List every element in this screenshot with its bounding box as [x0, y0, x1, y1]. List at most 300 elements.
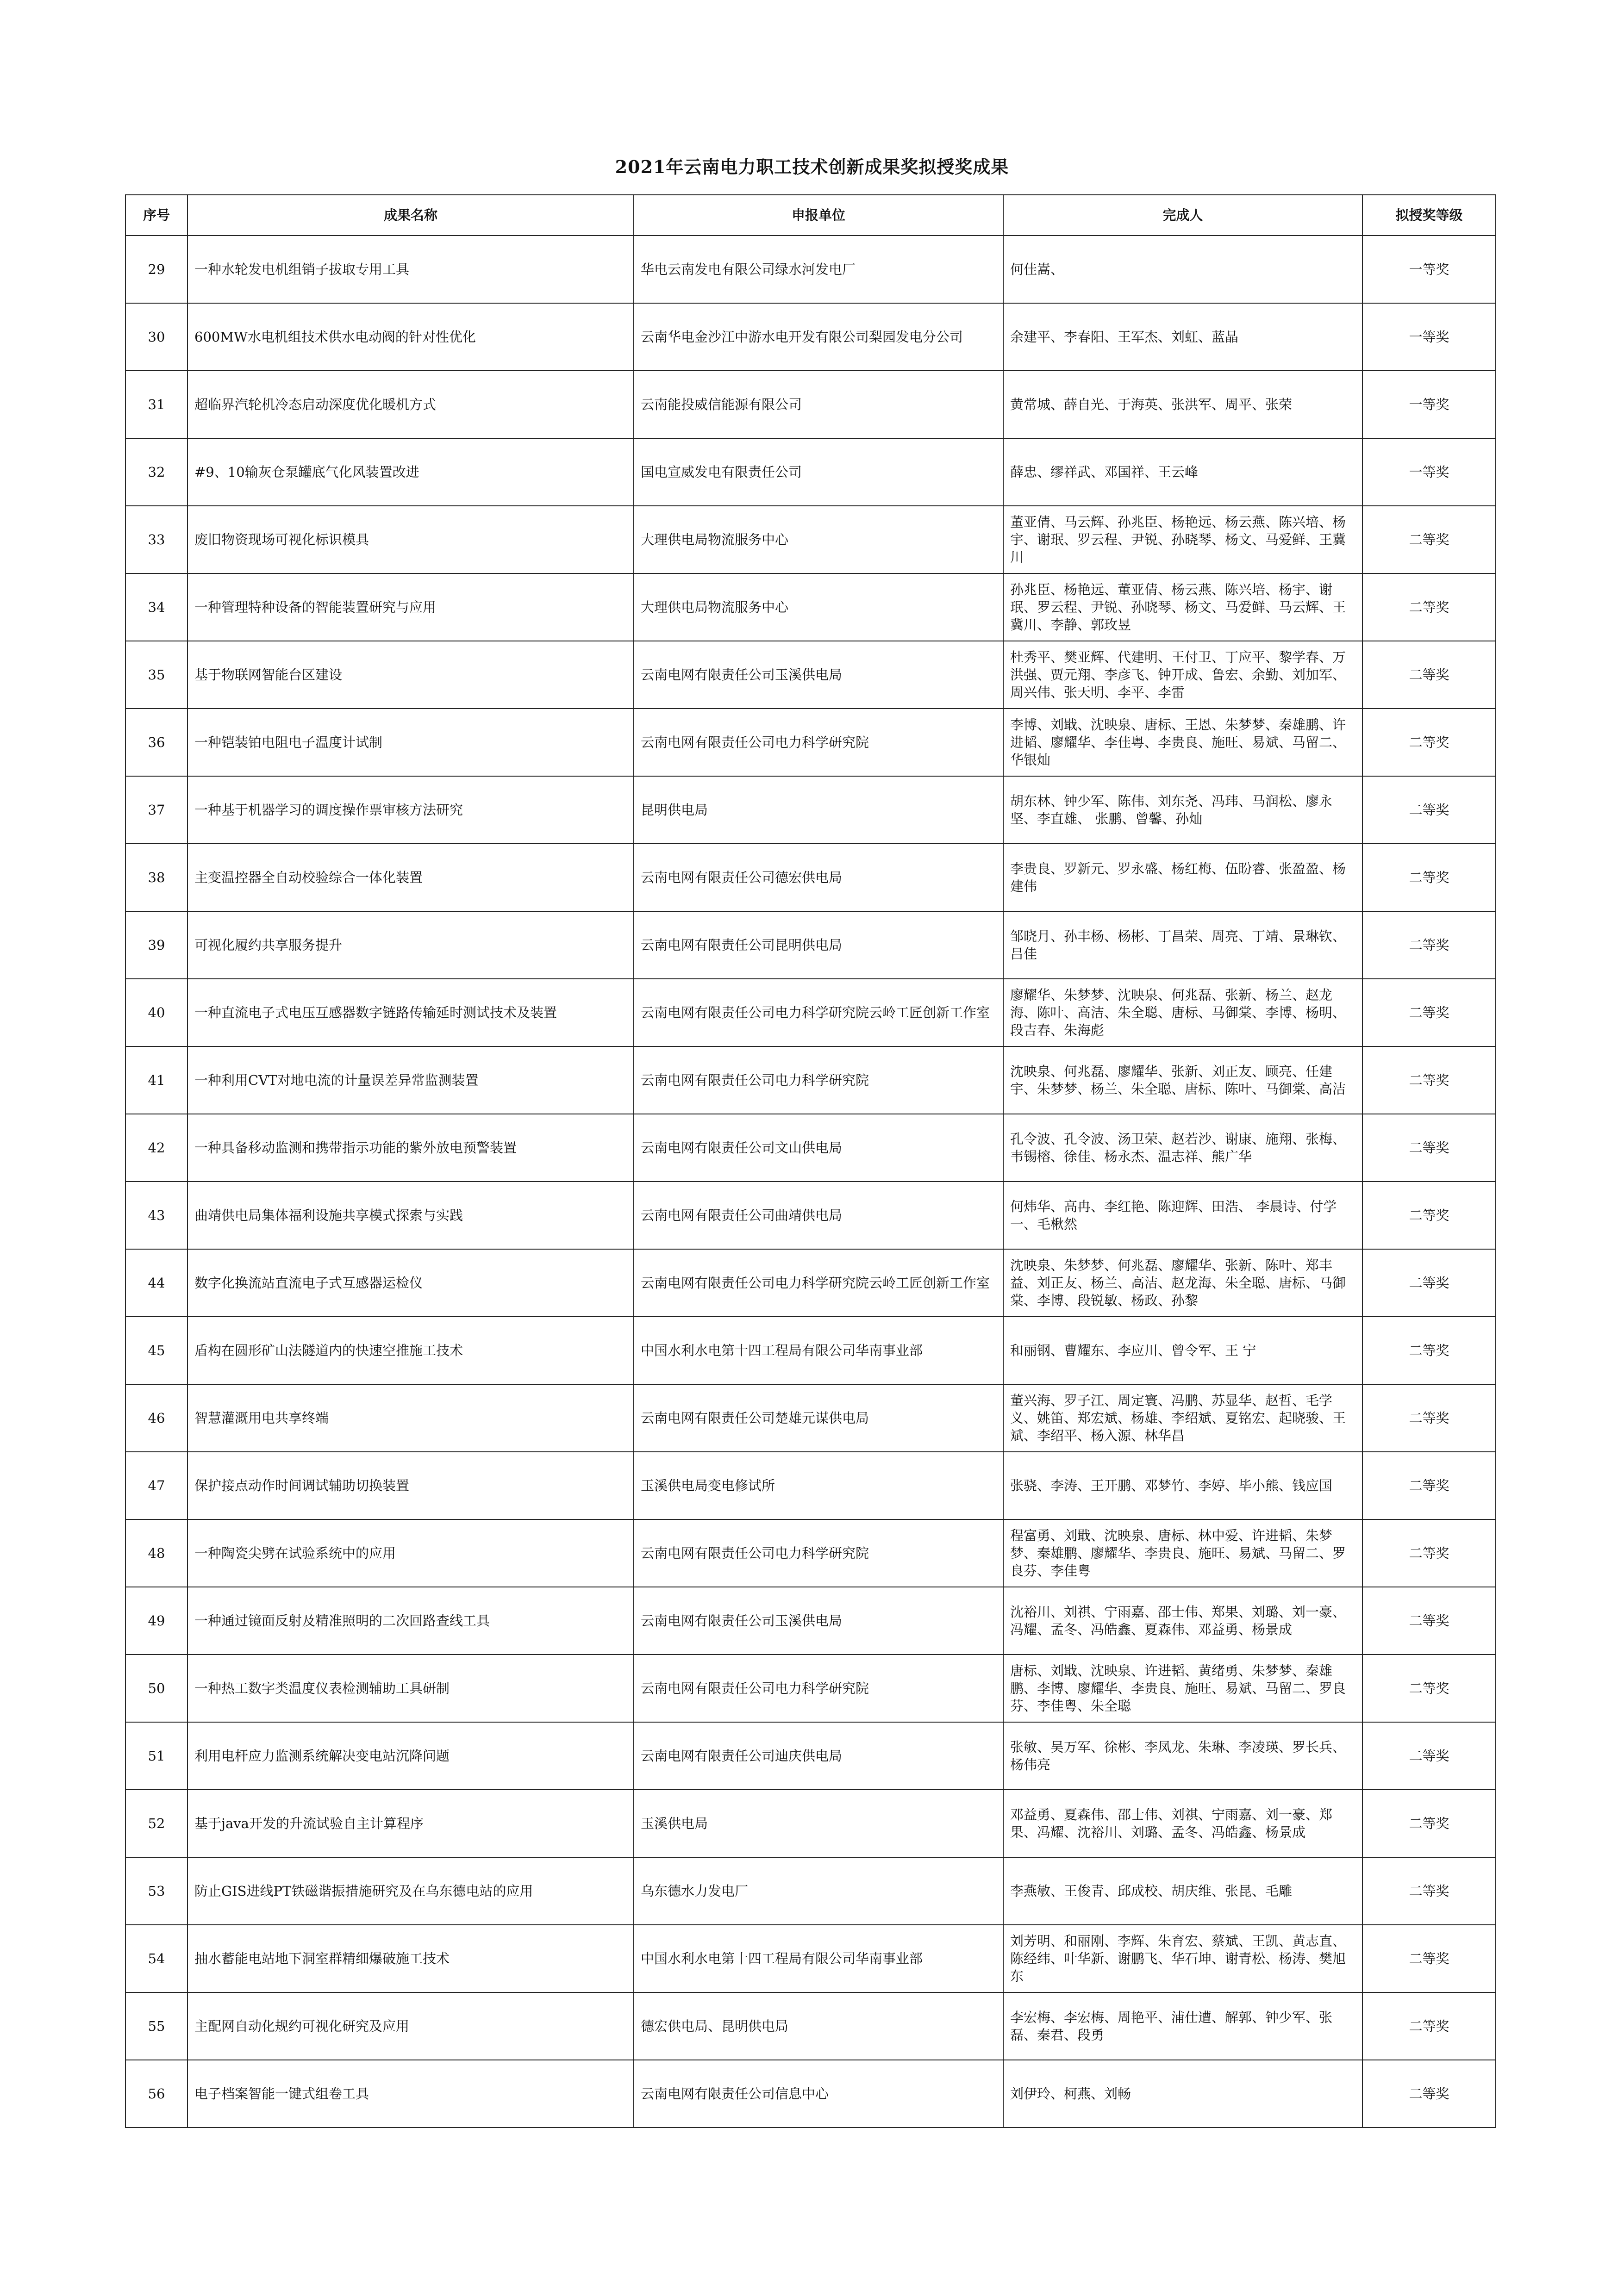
cell-unit — [634, 1046, 1003, 1114]
cell-seq — [125, 1046, 187, 1114]
cell-name — [187, 1452, 634, 1519]
cell-name — [187, 1925, 634, 1992]
cell-level — [1362, 1722, 1496, 1790]
cell-unit — [634, 1857, 1003, 1925]
cell-name-text: 电子档案智能一键式组卷工具 — [194, 2086, 369, 2102]
cell-name-text: 一种通过镜面反射及精准照明的二次回路查线工具 — [194, 1613, 490, 1629]
cell-level-text: 二等奖 — [1409, 1816, 1449, 1831]
cell-people — [1003, 1384, 1362, 1452]
cell-people-text: 李博、刘戢、沈映泉、唐标、王恩、朱梦梦、秦雄鹏、许进韬、廖耀华、李佳粤、李贵良、施旺、易斌、马留二、华银灿 — [1010, 717, 1346, 768]
cell-level — [1362, 709, 1496, 776]
cell-seq — [125, 1790, 187, 1857]
cell-unit-text: 云南电网有限责任公司电力科学研究院 — [641, 1680, 869, 1696]
cell-name — [187, 1182, 634, 1249]
header-level: 拟授奖等级 — [1362, 195, 1496, 236]
cell-level-text: 二等奖 — [1409, 1680, 1449, 1696]
cell-seq-text: 34 — [148, 599, 165, 615]
cell-people-text: 唐标、刘戢、沈映泉、许进韬、黄绪勇、朱梦梦、秦雄鹏、李博、廖耀华、李贵良、施旺、易斌、马留二、罗良芬、李佳粤、朱全聪 — [1010, 1663, 1346, 1714]
table-row — [125, 236, 1496, 303]
cell-unit — [634, 1790, 1003, 1857]
cell-level-text: 二等奖 — [1409, 1343, 1449, 1358]
cell-seq-text: 32 — [148, 464, 165, 480]
cell-level-text: 二等奖 — [1409, 1545, 1449, 1561]
cell-name-text: 废旧物资现场可视化标识模具 — [194, 532, 369, 548]
cell-people-text: 张敏、吴万军、徐彬、李凤龙、朱琳、李凌瑛、罗长兵、杨伟亮 — [1010, 1739, 1346, 1773]
cell-people — [1003, 709, 1362, 776]
cell-people-text: 胡东林、钟少军、陈伟、刘东尧、冯玮、马润松、廖永坚、李直雄、 张鹏、曾馨、孙灿 — [1010, 793, 1333, 827]
cell-level — [1362, 1992, 1496, 2060]
cell-level — [1362, 236, 1496, 303]
cell-seq — [125, 236, 187, 303]
cell-level — [1362, 1857, 1496, 1925]
cell-people — [1003, 1655, 1362, 1722]
cell-level-text: 二等奖 — [1409, 870, 1449, 885]
cell-seq — [125, 573, 187, 641]
cell-unit-text: 中国水利水电第十四工程局有限公司华南事业部 — [641, 1951, 923, 1966]
cell-people-text: 何炜华、高冉、李红艳、陈迎辉、田浩、 李晨诗、付学一、毛楸然 — [1010, 1199, 1337, 1232]
cell-people-text: 刘芳明、和丽刚、李辉、朱育宏、蔡斌、王凯、黄志直、陈经纬、叶华新、谢鹏飞、华石坤、谢青松、杨涛、樊旭东 — [1010, 1933, 1346, 1984]
cell-name-text: 主配网自动化规约可视化研究及应用 — [194, 2018, 410, 2034]
cell-seq — [125, 1925, 187, 1992]
cell-seq — [125, 1452, 187, 1519]
cell-level — [1362, 1452, 1496, 1519]
cell-people — [1003, 911, 1362, 979]
cell-name — [187, 844, 634, 911]
cell-name-text: 600MW水电机组技术供水电动阀的针对性优化 — [194, 329, 476, 345]
cell-seq-text: 29 — [148, 261, 165, 277]
cell-name-text: 一种具备移动监测和携带指示功能的紫外放电预警装置 — [194, 1140, 517, 1156]
cell-level-text: 二等奖 — [1409, 802, 1449, 818]
table-row — [125, 438, 1496, 506]
cell-level-text: 二等奖 — [1409, 734, 1449, 750]
cell-seq-text: 30 — [148, 329, 165, 345]
table-row — [125, 1587, 1496, 1655]
cell-level-text: 一等奖 — [1409, 329, 1449, 345]
cell-name — [187, 2060, 634, 2128]
cell-seq — [125, 1857, 187, 1925]
table-row — [125, 709, 1496, 776]
cell-unit — [634, 709, 1003, 776]
table-row — [125, 1182, 1496, 1249]
cell-seq — [125, 1655, 187, 1722]
cell-name — [187, 1722, 634, 1790]
cell-level — [1362, 1249, 1496, 1317]
cell-level-text: 二等奖 — [1409, 1005, 1449, 1020]
cell-level-text: 二等奖 — [1409, 1072, 1449, 1088]
cell-unit — [634, 371, 1003, 438]
cell-people — [1003, 844, 1362, 911]
cell-seq-text: 56 — [148, 2086, 165, 2102]
cell-name — [187, 1249, 634, 1317]
cell-level — [1362, 1317, 1496, 1384]
cell-people — [1003, 1317, 1362, 1384]
cell-people-text: 董兴海、罗子江、周定寰、冯鹏、苏显华、赵哲、毛学义、姚笛、郑宏斌、杨雄、李绍斌、夏铭宏、起晓骏、王斌、李绍平、杨入源、林华昌 — [1010, 1393, 1346, 1444]
cell-people — [1003, 1182, 1362, 1249]
cell-unit-text: 云南电网有限责任公司楚雄元谋供电局 — [641, 1410, 869, 1426]
cell-unit-text: 玉溪供电局 — [641, 1816, 708, 1831]
table-row — [125, 1790, 1496, 1857]
cell-seq-text: 55 — [148, 2018, 165, 2034]
cell-people-text: 廖耀华、朱梦梦、沈映泉、何兆磊、张新、杨兰、赵龙海、陈叶、高洁、朱全聪、唐标、马御棠、李博、杨明、段吉春、朱海彪 — [1010, 987, 1346, 1038]
cell-seq-text: 49 — [148, 1613, 165, 1629]
table-row — [125, 1249, 1496, 1317]
cell-people-text: 何佳嵩、 — [1010, 261, 1064, 277]
cell-level-text: 二等奖 — [1409, 1748, 1449, 1764]
header-unit: 申报单位 — [634, 195, 1003, 236]
cell-people — [1003, 1046, 1362, 1114]
table-row — [125, 1925, 1496, 1992]
cell-level-text: 二等奖 — [1409, 599, 1449, 615]
cell-unit — [634, 2060, 1003, 2128]
cell-unit — [634, 641, 1003, 709]
cell-level — [1362, 1587, 1496, 1655]
cell-name — [187, 573, 634, 641]
cell-people — [1003, 1452, 1362, 1519]
table-row — [125, 1114, 1496, 1182]
cell-unit — [634, 236, 1003, 303]
cell-unit — [634, 1452, 1003, 1519]
cell-name-text: 超临界汽轮机冷态启动深度优化暖机方式 — [194, 397, 437, 412]
cell-people-text: 董亚倩、马云辉、孙兆臣、杨艳远、杨云燕、陈兴培、杨宇、谢珉、罗云程、尹锐、孙晓琴、杨文、马爱鲜、王冀川 — [1010, 514, 1346, 565]
cell-unit — [634, 1925, 1003, 1992]
cell-unit — [634, 1655, 1003, 1722]
cell-name — [187, 1587, 634, 1655]
header-row — [125, 195, 1496, 236]
cell-level-text: 二等奖 — [1409, 1275, 1449, 1291]
cell-name-text: 曲靖供电局集体福利设施共享模式探索与实践 — [194, 1207, 463, 1223]
cell-people — [1003, 1992, 1362, 2060]
cell-unit — [634, 1249, 1003, 1317]
cell-seq — [125, 776, 187, 844]
cell-seq — [125, 911, 187, 979]
cell-name-text: 一种管理特种设备的智能装置研究与应用 — [194, 599, 437, 615]
cell-seq — [125, 1182, 187, 1249]
cell-people-text: 李燕敏、王俊青、邱成校、胡庆维、张昆、毛雕 — [1010, 1883, 1293, 1899]
table-row — [125, 844, 1496, 911]
cell-level — [1362, 1655, 1496, 1722]
cell-level — [1362, 573, 1496, 641]
cell-level-text: 一等奖 — [1409, 397, 1449, 412]
cell-level-text: 二等奖 — [1409, 2086, 1449, 2102]
cell-seq-text: 54 — [148, 1951, 165, 1966]
cell-seq — [125, 506, 187, 573]
cell-level-text: 二等奖 — [1409, 1613, 1449, 1629]
cell-name — [187, 776, 634, 844]
cell-people-text: 和丽钢、曹耀东、李应川、曾令军、王 宁 — [1010, 1343, 1256, 1358]
cell-unit-text: 云南电网有限责任公司信息中心 — [641, 2086, 829, 2102]
cell-seq — [125, 1317, 187, 1384]
cell-unit-text: 云南电网有限责任公司德宏供电局 — [641, 870, 843, 885]
cell-name-text: #9、10输灰仓泵罐底气化风装置改进 — [194, 464, 419, 480]
cell-seq — [125, 438, 187, 506]
cell-seq-text: 36 — [148, 734, 165, 750]
table-row — [125, 1519, 1496, 1587]
cell-seq-text: 39 — [148, 937, 165, 953]
cell-unit — [634, 1114, 1003, 1182]
table-row — [125, 1452, 1496, 1519]
cell-name — [187, 506, 634, 573]
cell-level — [1362, 641, 1496, 709]
cell-level-text: 二等奖 — [1409, 1207, 1449, 1223]
cell-unit-text: 玉溪供电局变电修试所 — [641, 1478, 775, 1493]
cell-name-text: 一种水轮发电机组销子拔取专用工具 — [194, 261, 410, 277]
cell-seq — [125, 1992, 187, 2060]
cell-name — [187, 236, 634, 303]
cell-level — [1362, 1182, 1496, 1249]
table-row — [125, 911, 1496, 979]
cell-people-text: 孔令波、孔令波、汤卫荣、赵若沙、谢康、施翔、张梅、韦锡榕、徐佳、杨永杰、温志祥、熊广华 — [1010, 1131, 1346, 1164]
cell-seq-text: 52 — [148, 1816, 165, 1831]
cell-people — [1003, 1249, 1362, 1317]
cell-people — [1003, 776, 1362, 844]
cell-seq-text: 44 — [148, 1275, 165, 1291]
cell-people-text: 沈映泉、何兆磊、廖耀华、张新、刘正友、顾亮、任建宇、朱梦梦、杨兰、朱全聪、唐标、陈叶、马御棠、高洁 — [1010, 1064, 1346, 1097]
cell-name — [187, 1384, 634, 1452]
cell-name-text: 可视化履约共享服务提升 — [194, 937, 343, 953]
cell-people — [1003, 1925, 1362, 1992]
cell-name-text: 抽水蓄能电站地下洞室群精细爆破施工技术 — [194, 1951, 450, 1966]
cell-level — [1362, 1114, 1496, 1182]
cell-unit-text: 云南电网有限责任公司文山供电局 — [641, 1140, 843, 1156]
cell-seq — [125, 1587, 187, 1655]
table-row — [125, 573, 1496, 641]
cell-unit — [634, 1317, 1003, 1384]
cell-unit-text: 昆明供电局 — [641, 802, 708, 818]
cell-name — [187, 1046, 634, 1114]
cell-name-text: 保护接点动作时间调试辅助切换装置 — [194, 1478, 410, 1493]
cell-name-text: 一种铠装铂电阻电子温度计试制 — [194, 734, 383, 750]
table-row — [125, 2060, 1496, 2128]
cell-seq-text: 33 — [148, 532, 165, 548]
cell-unit — [634, 1722, 1003, 1790]
cell-seq — [125, 371, 187, 438]
cell-level-text: 二等奖 — [1409, 937, 1449, 953]
cell-unit-text: 德宏供电局、昆明供电局 — [641, 2018, 789, 2034]
cell-people-text: 李贵良、罗新元、罗永盛、杨红梅、伍盼睿、张盈盈、杨建伟 — [1010, 861, 1346, 894]
cell-unit — [634, 1519, 1003, 1587]
cell-level-text: 二等奖 — [1409, 667, 1449, 683]
cell-unit — [634, 1992, 1003, 2060]
cell-people-text: 刘伊玲、柯燕、刘畅 — [1010, 2086, 1131, 2102]
cell-people — [1003, 506, 1362, 573]
cell-unit — [634, 776, 1003, 844]
table-row — [125, 371, 1496, 438]
cell-people-text: 邓益勇、夏森伟、邵士伟、刘祺、宁雨嘉、刘一豪、郑果、冯耀、沈裕川、刘璐、孟冬、冯皓鑫、杨景成 — [1010, 1807, 1333, 1840]
cell-level — [1362, 438, 1496, 506]
cell-seq-text: 38 — [148, 870, 165, 885]
cell-name — [187, 1114, 634, 1182]
cell-name-text: 基于物联网智能台区建设 — [194, 667, 343, 683]
cell-level-text: 一等奖 — [1409, 464, 1449, 480]
cell-level — [1362, 303, 1496, 371]
cell-name-text: 一种利用CVT对地电流的计量误差异常监测装置 — [194, 1072, 479, 1088]
cell-people — [1003, 371, 1362, 438]
cell-name-text: 智慧灌溉用电共享终端 — [194, 1410, 329, 1426]
cell-seq — [125, 1249, 187, 1317]
cell-name — [187, 303, 634, 371]
cell-people-text: 沈裕川、刘祺、宁雨嘉、邵士伟、郑果、刘璐、刘一豪、冯耀、孟冬、冯皓鑫、夏森伟、邓益勇、杨景成 — [1010, 1604, 1346, 1637]
cell-people-text: 李宏梅、李宏梅、周艳平、浦仕遭、解郭、钟少军、张磊、秦君、段勇 — [1010, 2010, 1333, 2043]
cell-people — [1003, 979, 1362, 1046]
cell-people — [1003, 641, 1362, 709]
cell-people-text: 杜秀平、樊亚辉、代建明、王付卫、丁应平、黎学春、万洪强、贾元翔、李彦飞、钟开成、鲁宏、余勤、刘加军、周兴伟、张天明、李平、李雷 — [1010, 649, 1346, 700]
cell-seq — [125, 1722, 187, 1790]
cell-level-text: 二等奖 — [1409, 1883, 1449, 1899]
cell-unit-text: 云南电网有限责任公司电力科学研究院云岭工匠创新工作室 — [641, 1275, 990, 1291]
cell-unit — [634, 911, 1003, 979]
cell-unit — [634, 1182, 1003, 1249]
cell-name — [187, 979, 634, 1046]
table-row — [125, 1992, 1496, 2060]
cell-level — [1362, 844, 1496, 911]
cell-unit — [634, 844, 1003, 911]
cell-name-text: 一种热工数字类温度仪表检测辅助工具研制 — [194, 1680, 450, 1696]
cell-people — [1003, 438, 1362, 506]
cell-unit — [634, 1384, 1003, 1452]
cell-seq-text: 40 — [148, 1005, 165, 1020]
table-row — [125, 979, 1496, 1046]
header-seq: 序号 — [125, 195, 187, 236]
cell-unit — [634, 438, 1003, 506]
table-row — [125, 1722, 1496, 1790]
cell-unit-text: 云南电网有限责任公司电力科学研究院云岭工匠创新工作室 — [641, 1005, 990, 1020]
cell-name — [187, 1519, 634, 1587]
cell-level — [1362, 979, 1496, 1046]
cell-unit-text: 中国水利水电第十四工程局有限公司华南事业部 — [641, 1343, 923, 1358]
table-row — [125, 776, 1496, 844]
table-row — [125, 303, 1496, 371]
cell-name — [187, 1790, 634, 1857]
cell-name-text: 盾构在圆形矿山法隧道内的快速空推施工技术 — [194, 1343, 463, 1358]
cell-unit-text: 云南能投威信能源有限公司 — [641, 397, 802, 412]
cell-unit-text: 云南电网有限责任公司电力科学研究院 — [641, 1545, 869, 1561]
cell-unit-text: 云南电网有限责任公司电力科学研究院 — [641, 1072, 869, 1088]
cell-unit — [634, 1587, 1003, 1655]
table-row — [125, 1384, 1496, 1452]
cell-people-text: 余建平、李春阳、王军杰、刘虹、蓝晶 — [1010, 329, 1239, 345]
cell-seq — [125, 1114, 187, 1182]
cell-unit — [634, 303, 1003, 371]
cell-seq-text: 42 — [148, 1140, 165, 1156]
cell-people-text: 张骁、李涛、王开鹏、邓梦竹、李婷、毕小熊、钱应国 — [1010, 1478, 1333, 1493]
cell-seq-text: 50 — [148, 1680, 165, 1696]
cell-level — [1362, 1384, 1496, 1452]
cell-name-text: 基于java开发的升流试验自主计算程序 — [194, 1816, 424, 1831]
cell-seq — [125, 303, 187, 371]
cell-people-text: 邹晓月、孙丰杨、杨彬、丁昌荣、周亮、丁靖、景琳钦、吕佳 — [1010, 928, 1346, 962]
cell-unit-text: 乌东德水力发电厂 — [641, 1883, 749, 1899]
table-row — [125, 1317, 1496, 1384]
cell-name — [187, 641, 634, 709]
cell-name — [187, 1857, 634, 1925]
cell-name — [187, 709, 634, 776]
cell-unit-text: 云南电网有限责任公司电力科学研究院 — [641, 734, 869, 750]
cell-unit-text: 云南电网有限责任公司迪庆供电局 — [641, 1748, 843, 1764]
cell-people — [1003, 1790, 1362, 1857]
cell-name-text: 主变温控器全自动校验综合一体化装置 — [194, 870, 423, 885]
cell-people — [1003, 236, 1362, 303]
cell-unit-text: 华电云南发电有限公司绿水河发电厂 — [641, 261, 856, 277]
cell-name — [187, 438, 634, 506]
cell-name-text: 一种基于机器学习的调度操作票审核方法研究 — [194, 802, 463, 818]
cell-seq-text: 48 — [148, 1545, 165, 1561]
cell-people-text: 薛忠、缪祥武、邓国祥、王云峰 — [1010, 464, 1199, 480]
cell-unit-text: 云南电网有限责任公司曲靖供电局 — [641, 1207, 843, 1223]
cell-seq-text: 43 — [148, 1207, 165, 1223]
page-title: 2021年云南电力职工技术创新成果奖拟授奖成果 — [615, 156, 1009, 177]
cell-people — [1003, 1519, 1362, 1587]
cell-people — [1003, 1857, 1362, 1925]
cell-unit — [634, 979, 1003, 1046]
cell-seq — [125, 1519, 187, 1587]
header-name: 成果名称 — [187, 195, 634, 236]
cell-people-text: 沈映泉、朱梦梦、何兆磊、廖耀华、张新、陈叶、郑丰益、刘正友、杨兰、高洁、赵龙海、朱全聪、唐标、马御棠、李博、段锐敏、杨政、孙黎 — [1010, 1257, 1346, 1308]
cell-unit-text: 大理供电局物流服务中心 — [641, 599, 789, 615]
cell-name-text: 利用电杆应力监测系统解决变电站沉降问题 — [194, 1748, 450, 1764]
cell-seq — [125, 709, 187, 776]
cell-people-text: 程富勇、刘戢、沈映泉、唐标、林中爱、许进韬、朱梦梦、秦雄鹏、廖耀华、李贵良、施旺、易斌、马留二、罗良芬、李佳粤 — [1010, 1528, 1346, 1579]
cell-name-text: 一种直流电子式电压互感器数字链路传输延时测试技术及装置 — [194, 1005, 557, 1020]
cell-name-text: 一种陶瓷尖劈在试验系统中的应用 — [194, 1545, 396, 1561]
cell-level-text: 二等奖 — [1409, 1410, 1449, 1426]
cell-level-text: 二等奖 — [1409, 532, 1449, 548]
cell-unit — [634, 573, 1003, 641]
cell-level — [1362, 2060, 1496, 2128]
cell-seq — [125, 844, 187, 911]
cell-level-text: 一等奖 — [1409, 261, 1449, 277]
cell-people — [1003, 1587, 1362, 1655]
cell-level — [1362, 1046, 1496, 1114]
cell-people — [1003, 2060, 1362, 2128]
cell-people — [1003, 573, 1362, 641]
cell-name — [187, 1317, 634, 1384]
cell-seq-text: 41 — [148, 1072, 165, 1088]
cell-seq-text: 53 — [148, 1883, 165, 1899]
cell-level — [1362, 506, 1496, 573]
cell-level — [1362, 371, 1496, 438]
cell-unit-text: 云南电网有限责任公司玉溪供电局 — [641, 1613, 843, 1629]
cell-unit-text: 大理供电局物流服务中心 — [641, 532, 789, 548]
cell-level — [1362, 1925, 1496, 1992]
cell-seq-text: 45 — [148, 1343, 165, 1358]
cell-unit-text: 国电宣威发电有限责任公司 — [641, 464, 802, 480]
cell-name — [187, 1992, 634, 2060]
cell-seq-text: 47 — [148, 1478, 165, 1493]
cell-seq — [125, 979, 187, 1046]
table-row — [125, 641, 1496, 709]
cell-level-text: 二等奖 — [1409, 1478, 1449, 1493]
cell-level — [1362, 776, 1496, 844]
cell-people — [1003, 303, 1362, 371]
table-row — [125, 1857, 1496, 1925]
cell-unit-text: 云南电网有限责任公司玉溪供电局 — [641, 667, 843, 683]
cell-name-text: 数字化换流站直流电子式互感器运检仪 — [194, 1275, 423, 1291]
cell-people — [1003, 1722, 1362, 1790]
cell-people — [1003, 1114, 1362, 1182]
cell-level — [1362, 1790, 1496, 1857]
cell-people-text: 黄常城、薛自光、于海英、张洪军、周平、张荣 — [1010, 397, 1293, 412]
cell-name — [187, 371, 634, 438]
cell-level-text: 二等奖 — [1409, 1140, 1449, 1156]
table-row — [125, 1046, 1496, 1114]
cell-seq-text: 46 — [148, 1410, 165, 1426]
cell-name — [187, 911, 634, 979]
cell-level-text: 二等奖 — [1409, 1951, 1449, 1966]
cell-seq — [125, 2060, 187, 2128]
table-row — [125, 1655, 1496, 1722]
cell-name — [187, 1655, 634, 1722]
cell-level — [1362, 1519, 1496, 1587]
